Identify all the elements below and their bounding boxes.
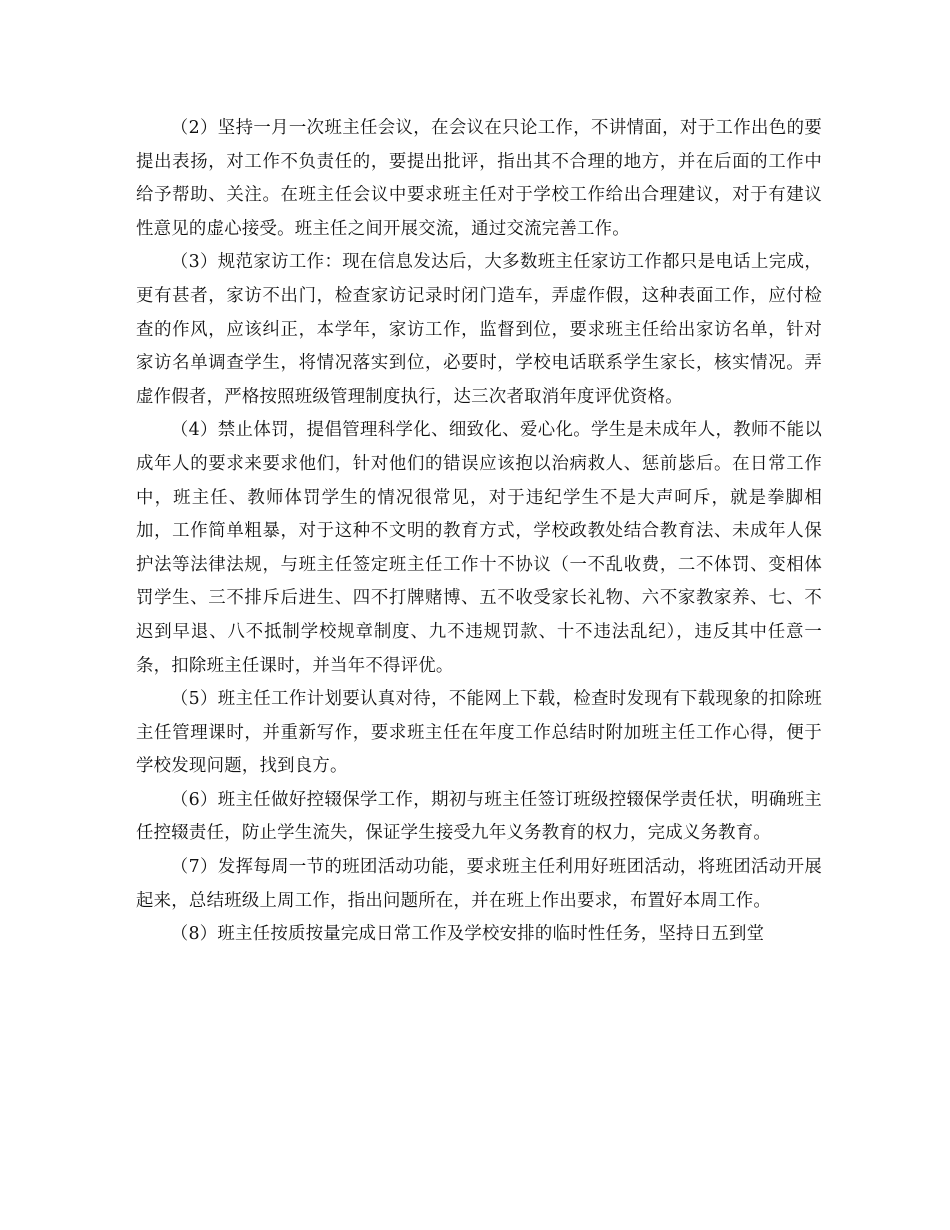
- paragraph-3: （3）规范家访工作：现在信息发达后，大多数班主任家访工作都只是电话上完成，更有甚者，家访不出门，检查家访记录时闭门造车，弄虚作假，这种表面工作，应付检查的作风，应该纠正，本学年，家访工作，监督到位，要求班主任给出家访名单，针对家访名单调查学生，将情况落实到位，必要时，学校电话联系学生家长，核实情况。弄虚作假者，严格按照班级管理制度执行，达三次者取消年度评优资格。: [136, 252, 822, 407]
- paragraph-6: （6）班主任做好控辍保学工作，期初与班主任签订班级控辍保学责任状，明确班主任控辍责任，防止学生流失，保证学生接受九年义务教育的权力，完成义务教育。: [136, 789, 822, 844]
- paragraph-7: （7）发挥每周一节的班团活动功能，要求班主任利用好班团活动，将班团活动开展起来，总结班级上周工作，指出问题所在，并在班上作出要求，布置好本周工作。: [136, 857, 822, 911]
- paragraph-4: （4）禁止体罚，提倡管理科学化、细致化、爱心化。学生是未成年人，教师不能以成年人的要求来要求他们，针对他们的错误应该抱以治病救人、惩前毖后。在日常工作中，班主任、教师体罚学生的情况很常见，对于违纪学生不是大声呵斥，就是拳脚相加，工作简单粗暴，对于这种不文明的教育方式，学校政教处结合教育法、未成年人保护法等法律法规，与班主任签定班主任工作十不协议（一不乱收费，二不体罚、变相体罚学生、三不排斥后进生、四不打牌赌博、五不收受家长礼物、六不家教家养、七、不迟到早退、八不抵制学校规章制度、九不违规罚款、十不违法乱纪），违反其中任意一条，扣除班主任课时，并当年不得评优。: [136, 420, 822, 676]
- paragraph-5: （5）班主任工作计划要认真对待，不能网上下载，检查时发现有下载现象的扣除班主任管理课时，并重新写作，要求班主任在年度工作总结时附加班主任工作心得，便于学校发现问题，找到良方。: [136, 689, 822, 777]
- paragraph-8: （8）班主任按质按量完成日常工作及学校安排的临时性任务，坚持日五到堂: [170, 924, 765, 945]
- document-body: [136, 112, 822, 952]
- paragraph-2: （2）坚持一月一次班主任会议，在会议在只论工作，不讲情面，对于工作出色的要提出表扬，对工作不负责任的，要提出批评，指出其不合理的地方，并在后面的工作中给予帮助、关注。在班主任会议中要求班主任对于学校工作给出合理建议，对于有建议性意见的虚心接受。班主任之间开展交流，通过交流完善工作。: [136, 118, 822, 239]
